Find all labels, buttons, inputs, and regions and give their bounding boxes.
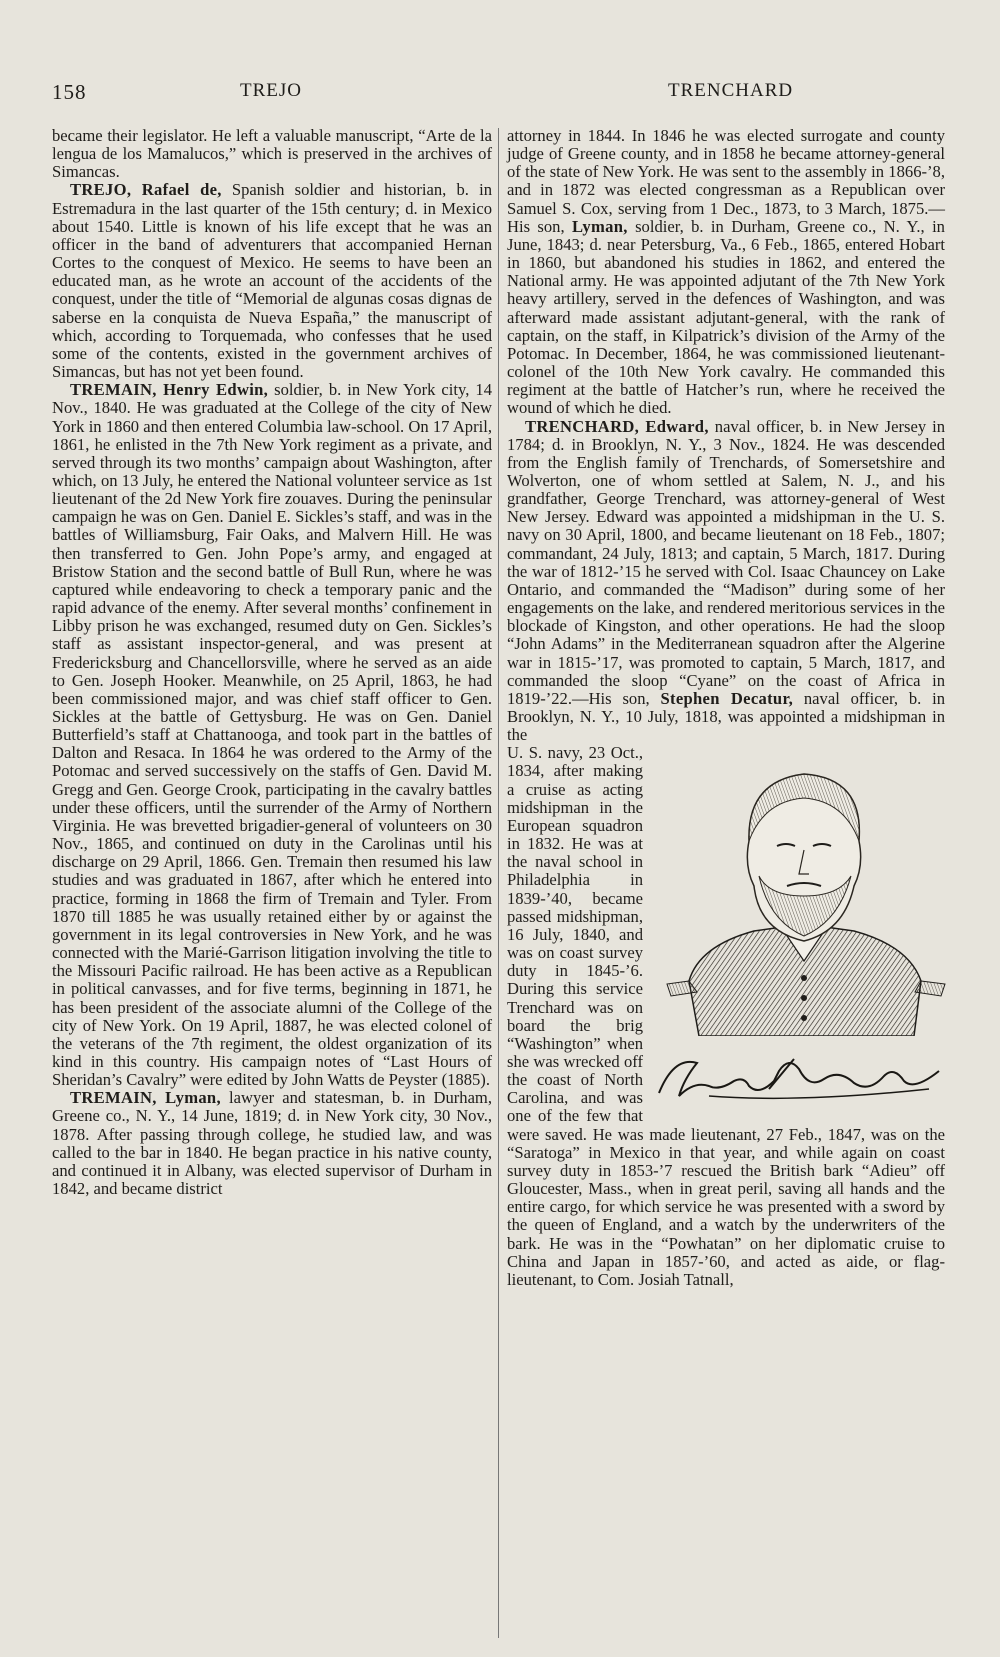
entry-tremain-lyman	[52, 1089, 492, 1198]
portrait-figure	[649, 746, 949, 1121]
page-number: 158	[52, 80, 87, 104]
left-column	[52, 127, 492, 1198]
paragraph-continuation: became their legislator. He left a valuable manuscript, “Arte de la lengua de los Mamalucos,” which is preserved in the archives of Simancas.	[52, 126, 492, 182]
left-running-head: TREJO	[240, 80, 302, 101]
entry-heading: TREMAIN, Henry Edwin,	[70, 380, 269, 400]
right-column	[507, 127, 945, 1289]
entry-body: naval officer, b. in Brooklyn, N. Y., 10 July, 1818, was appointed a midshipman in the	[507, 688, 946, 745]
subentry-name: Stephen Decatur,	[660, 688, 794, 708]
entry-body: soldier, b. in Durham, Greene co., N. Y., in June, 1843; d. near Petersburg, Va., 6 Feb., 1865, entered Hobart in 1860, but abandoned his studies in 1862, and entered the National army. He was appointed adjutant of the 7th New York heavy artillery, served in the defences of Washington, and was afterward made assistant adjutant-general, with the rank of captain, on the staff, in Kilpatrick’s division of the Army of the Potomac. In December, 1864, he was commissioned lieutenant-colonel of the 10th New York cavalry. He commanded this regiment at the battle of Hatcher’s run, where he received the wound of which he died.	[507, 216, 945, 418]
paragraph-continuation: U. S. navy, 23 Oct., 1834, after making a cruise as acting midshipman in the European squadron in 1832. He was at the naval school in Philadelphia in 1839-’40, became passed midshipman, 16 July, 1840, and was on coast survey duty in 1845-’6. During this service Trenchard was on board the brig “Washington” when she was wrecked off the coast of North Carolina, and was one of the few that were saved. He was made lieutenant, 27 Feb., 1847, was on the “Saratoga” in Mexico in that year, and while again on coast survey duty in 1853-’7 rescued the British bark “Adieu” off Gloucester, Mass., when in great peril, saving all hands and the entire cargo, for which service he was presented with a sword by the queen of England, and a watch by the underwriters of the bark. He was in the “Powhatan” on her diplomatic cruise to China and Japan in 1857-’60, and acted as aide, or flag-lieutenant, to Com. Josiah Tatnall,	[507, 743, 945, 1289]
running-header	[52, 80, 802, 104]
entry-body: Spanish soldier and historian, b. in Estremadura in the last quarter of the 15th century; d. in Mexico about 1540. Little is known of his life except that he was an officer in the band of adventurers that accompanied Hernan Cortes to the conquest of Mexico. He seems to have been an educated man, as he wrote an account of the accidents of the conquest, under the title of “Memorial de algunas cosas dignas de saberse en la conquista de Nueva España,” the manuscript of which, according to Torquemada, who confesses that he used some of the contents, existed in the government archives of Simancas, but has not yet been found.	[52, 180, 492, 382]
entry-heading: TREJO, Rafael de,	[70, 180, 222, 200]
entry-heading: TREMAIN, Lyman,	[70, 1088, 221, 1108]
column-divider	[498, 128, 499, 1638]
entry-heading: TRENCHARD, Edward,	[525, 416, 709, 436]
entry-body: lawyer and statesman, b. in Durham, Greene co., N. Y., 14 June, 1819; d. in New York city, 30 Nov., 1878. After passing through college, he studied law, and was called to the bar in 1840. He began practice in his native county, and continued it in Albany, was elected supervisor of Durham in 1842, and became district	[52, 1088, 492, 1199]
subentry-name: Lyman,	[571, 216, 628, 236]
entry-body: naval officer, b. in New Jersey in 1784; d. in Brooklyn, N. Y., 3 Nov., 1824. He was descended from the English family of Trenchards, of Somersetshire and Wolverton, one of whom settled at Salem, N. J., and his grandfather, George Trenchard, was attorney-general of West New Jersey. Edward was appointed a midshipman in the U. S. navy on 30 April, 1800, and became lieutenant on 18 Feb., 1807; commandant, 24 July, 1813; and captain, 5 March, 1817. During the war of 1812-’15 he served with Col. Isaac Chauncey on Lake Ontario, and commanded the “Madison” during some of her engagements on the lake, and rendered meritorious services in the blockade of Kingston, and other operations. He had the sloop “John Adams” in the Mediterranean squadron after the Algerine war in 1815-’17, was promoted to captain, 5 March, 1817, and commanded the sloop “Cyane” on the coast of Africa in 1819-’22.—His son,	[507, 416, 945, 708]
entry-body: soldier, b. in New York city, 14 Nov., 1840. He was graduated at the College of the city of New York in 1860 and then entered Columbia law-school. On 17 April, 1861, he enlisted in the 7th New York regiment as a private, and served through its two months’ campaign about Washington, after which, on 13 July, he entered the National volunteer service as 1st lieutenant of the 2d New York fire zouaves. During the peninsular campaign he was on Gen. Daniel E. Sickles’s staff, and was in the battles of Williamsburg, Fair Oaks, and Malvern Hill. He was then transferred to Gen. John Pope’s army, and engaged at Bristow Station and the second battle of Bull Run, where he was captured while endeavoring to check a temporary panic and the rapid advance of the enemy. After several months’ confinement in Libby prison he was exchanged, resumed duty on Gen. Sickles’s staff as assistant inspector-general, and was present at Fredericksburg and Chancellorsville, where he served as an aide to Gen. Joseph Hooker. Meanwhile, on 25 April, 1863, he had been commissioned major, and was chief staff officer to Gen. Sickles at the battle of Gettysburg. He was on Gen. Daniel Butterfield’s staff at Chattanooga, and took part in the battles of Dalton and Resaca. In 1864 he was ordered to the Army of the Potomac and served successively on the staffs of Gen. David M. Gregg and Gen. George Crook, participating in the cavalry battles under these officers, until the surrender of the Army of Northern Virginia. He was brevetted brigadier-general of volunteers on 30 Nov., 1865, and continued on duty in the Carolinas until his discharge on 29 April, 1866. Gen. Tremain then resumed his law studies and was graduated in 1867, after which he entered into practice, forming in 1868 the firm of Tremain and Tyler. From 1870 till 1885 he was usually retained either by or against the government in its legal controversies in New York, and he was connected with the Marié-Garrison litigation involving the title to the Missouri Pacific railroad. He has been active as a Republican in political canvasses, and for five terms, beginning in 1871, he has been president of the associate alumni of the College of the city of New York. On 19 April, 1887, he was elected colonel of the veterans of the 7th regiment, the oldest organization of its kind in this country. His campaign notes of “Last Hours of Sheridan’s Cavalry” were edited by John Watts de Peyster (1885).	[52, 380, 492, 1090]
entry-tremain-henry	[52, 381, 492, 1089]
entry-trenchard-edward	[507, 418, 945, 745]
paragraph-continuation	[507, 127, 945, 418]
right-running-head: TRENCHARD	[668, 80, 794, 101]
signature-image	[649, 1041, 949, 1111]
entry-body: attorney in 1844. In 1846 he was elected surrogate and county judge of Greene county, and in 1858 he became attorney-general of the state of New York. He was sent to the assembly in 1866-’8, and in 1872 was elected congressman as a Republican over Samuel S. Cox, serving from 1 Dec., 1873, to 3 March, 1875.—His son,	[507, 126, 945, 236]
entry-trejo-rafael	[52, 181, 492, 381]
portrait-engraving	[659, 746, 949, 1036]
